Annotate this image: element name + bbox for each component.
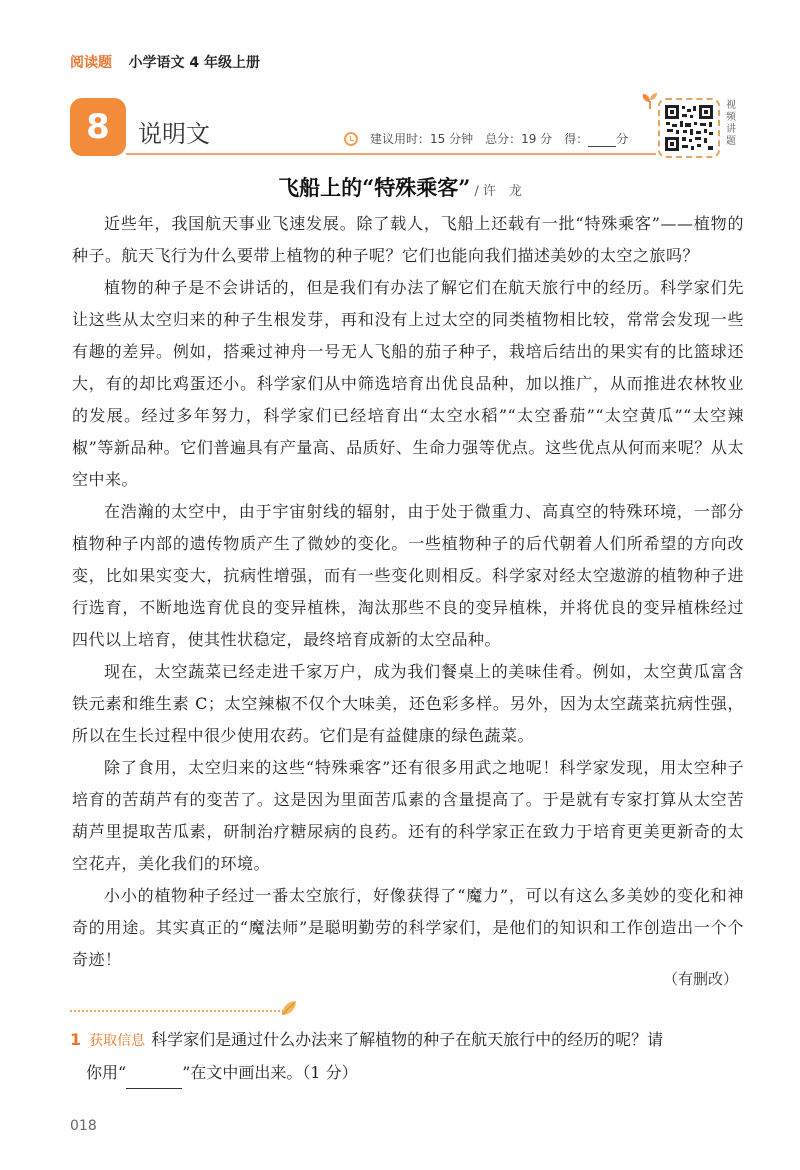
paragraph: 小小的植物种子经过一番太空旅行，好像获得了“魔力”，可以有这么多美妙的变化和神奇的用途。其实真正的“魔法师”是聪明勤劳的科学家们，是他们的知识和工作创造出一个个奇迹！ xyxy=(72,886,744,969)
section-header xyxy=(70,98,736,162)
article-body xyxy=(72,208,744,976)
question-line-1 xyxy=(70,1024,750,1057)
score-unit: 分 xyxy=(616,132,629,146)
article-title-row xyxy=(0,172,800,202)
total-score: 总分：19 分 xyxy=(485,132,553,146)
page-number: 018 xyxy=(70,1118,97,1134)
clock-icon xyxy=(344,132,358,146)
article-title: 飞船上的“特殊乘客” xyxy=(278,175,471,200)
suggested-time: 建议用时：15 分钟 xyxy=(370,132,474,146)
section-divider-line xyxy=(126,153,656,155)
section-number-badge: 8 xyxy=(70,98,126,156)
qr-code[interactable] xyxy=(658,98,720,158)
source-note: （有删改） xyxy=(662,970,738,988)
sprout-icon xyxy=(640,92,660,110)
paragraph: 现在，太空蔬菜已经走进千家万户，成为我们餐桌上的美味佳肴。例如，太空黄瓜富含铁元素和维生素 C；太空辣椒不仅个大味美，还色彩多样。另外，因为太空蔬菜抗病性强，所以在生长过程中很少使用农药。它们是有益健康的绿色蔬菜。 xyxy=(72,662,744,745)
question-number: 1 xyxy=(70,1030,82,1049)
question-text-part2b: ”在文中画出来。（1 分） xyxy=(182,1063,358,1082)
question-tag: 获取信息 xyxy=(89,1033,146,1049)
dotted-divider xyxy=(70,1010,284,1012)
section-meta xyxy=(344,130,628,147)
question-text-part1: 科学家们是通过什么办法来了解植物的种子在航天旅行中的经历的呢？请 xyxy=(151,1030,664,1049)
score-field xyxy=(564,130,628,147)
leaf-icon xyxy=(280,999,298,1017)
paragraph: 近些年，我国航天事业飞速发展。除了载人，飞船上还载有一批“特殊乘客”——植物的种子。航天飞行为什么要带上植物的种子呢？它们也能向我们描述美妙的太空之旅吗？ xyxy=(72,214,744,265)
top-header xyxy=(70,52,260,72)
question-text-part2a: 你用“ xyxy=(86,1063,127,1082)
qr-code-icon xyxy=(664,104,714,152)
paragraph: 在浩瀚的太空中，由于宇宙射线的辐射，由于处于微重力、高真空的特殊环境，一部分植物种子内部的遗传物质产生了微妙的变化。一些植物种子的后代朝着人们所希望的方向改变，比如果实变大，抗病性增强，而有一些变化则相反。科学家对经太空遨游的植物种子进行选育，不断地选育优良的变异植株，淘汰那些不良的变异植株，并将优良的变异植株经过四代以上培育，使其性状稳定，最终培育成新的太空品种。 xyxy=(72,502,744,649)
question-line-2 xyxy=(70,1057,750,1089)
article-author: / 许 龙 xyxy=(474,184,522,199)
score-blank xyxy=(588,134,616,147)
qr-label: 视频讲题 xyxy=(726,100,736,147)
section-title: 说明文 xyxy=(138,120,210,148)
category-label: 阅读题 xyxy=(70,55,112,71)
underline-mark-sample xyxy=(126,1070,182,1089)
question-1 xyxy=(70,1024,750,1089)
score-label: 得： xyxy=(564,132,589,146)
paragraph: 植物的种子是不会讲话的，但是我们有办法了解它们在航天旅行中的经历。科学家们先让这些从太空归来的种子生根发芽，再和没有上过太空的同类植物相比较，常常会发现一些有趣的差异。例如，搭乘过神舟一号无人飞船的茄子种子，栽培后结出的果实有的比篮球还大，有的却比鸡蛋还小。科学家们从中筛选培育出优良品种，加以推广，从而推进农林牧业的发展。经过多年努力，科学家们已经培育出“太空水稻”“太空番茄”“太空黄瓜”“太空辣椒”等新品种。它们普遍具有产量高、品质好、生命力强等优点。这些优点从何而来呢？从太空中来。 xyxy=(72,278,744,489)
book-label: 小学语文 4 年级上册 xyxy=(128,55,260,71)
paragraph: 除了食用，太空归来的这些“特殊乘客”还有很多用武之地呢！科学家发现，用太空种子培育的苦葫芦有的变苦了。这是因为里面苦瓜素的含量提高了。于是就有专家打算从太空苦葫芦里提取苦瓜素，研制治疗糖尿病的良药。还有的科学家正在致力于培育更美更新奇的太空花卉，美化我们的环境。 xyxy=(72,758,744,873)
